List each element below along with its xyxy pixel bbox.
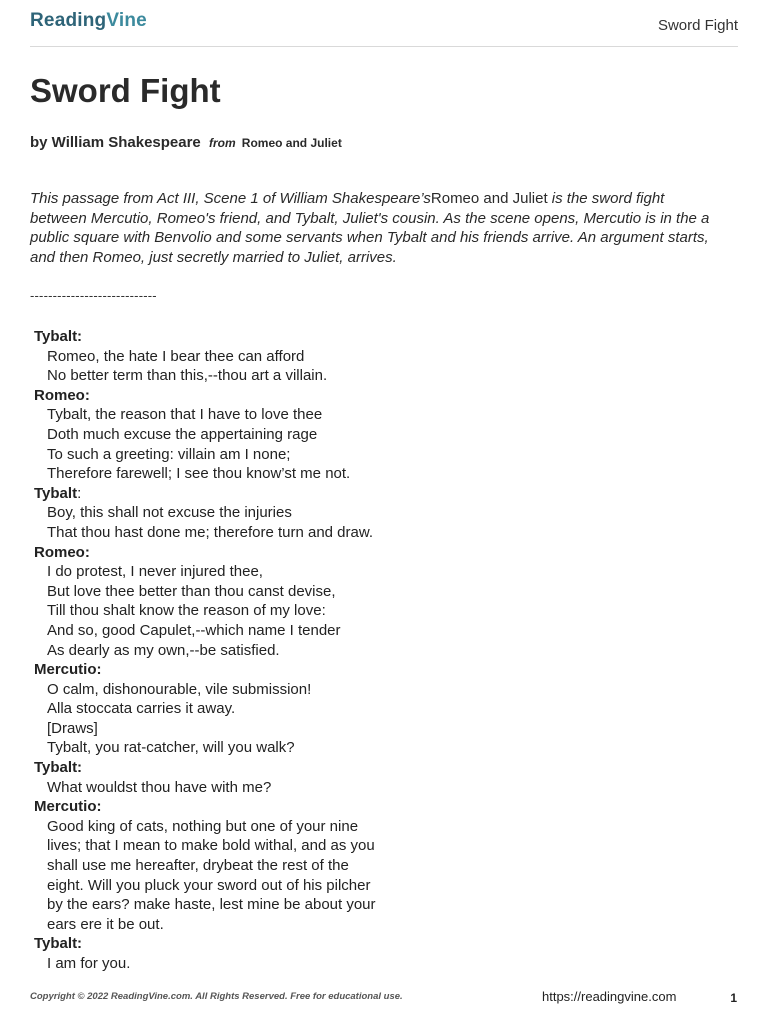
speaker-label: Tybalt: xyxy=(34,759,83,777)
dialogue-line: eight. Will you pluck your sword out of his pilcher xyxy=(47,876,371,894)
dialogue-line: [Draws] xyxy=(47,719,98,737)
intro-work-title: Romeo and Juliet xyxy=(430,190,548,207)
dialogue-line: Tybalt, you rat-catcher, will you walk? xyxy=(47,739,295,757)
speaker-name xyxy=(34,543,376,563)
intro-part-3: is the sword fight between Mercutio, Romeo's friend, and Tybalt, Juliet's cousin. As the scene opens, Mercutio is in the a public square with Benvolio and some servants when Tybalt and his friends arrive. An argument starts, and then Romeo, just secretly married to Juliet, arrives. xyxy=(30,190,710,266)
logo-text-reading: Reading xyxy=(30,10,107,31)
dialogue-line: lives; that I mean to make bold withal, and as you xyxy=(47,837,375,855)
page-number: 1 xyxy=(730,991,737,1005)
logo-text-vine: Vine xyxy=(106,10,147,31)
dialogue-line: I am for you. xyxy=(47,955,131,972)
byline xyxy=(30,134,342,151)
speaker-name xyxy=(34,660,376,680)
dialogue-line: by the ears? make haste, lest mine be about your xyxy=(47,896,376,914)
section-divider: ---------------------------- xyxy=(30,288,157,303)
speaker-name xyxy=(34,484,376,504)
dialogue-line: Tybalt, the reason that I have to love thee xyxy=(47,406,323,424)
speaker-label: Tybalt: xyxy=(34,328,83,345)
dialogue-line: As dearly as my own,--be satisfied. xyxy=(47,641,280,659)
footer-copyright: Copyright © 2022 ReadingVine.com. All Rights Reserved. Free for educational use. xyxy=(30,991,403,1002)
speaker-label: Mercutio: xyxy=(34,798,102,816)
speaker-label: Tybalt: xyxy=(34,935,83,953)
dialogue-line: Therefore farewell; I see thou know’st me not. xyxy=(47,465,351,483)
speaker-name xyxy=(34,934,376,954)
page-header xyxy=(30,0,738,47)
dialogue-line: Good king of cats, nothing but one of your nine xyxy=(47,817,359,835)
page-title: Sword Fight xyxy=(30,72,221,109)
speaker-name xyxy=(34,758,376,778)
speaker-label: Romeo: xyxy=(34,386,90,404)
intro-part-1: This passage from Act III, Scene 1 of William Shakespeare’s xyxy=(30,190,431,207)
author: by William Shakespeare xyxy=(30,134,201,151)
header-doc-title: Sword Fight xyxy=(657,17,738,34)
dialogue-line: But love thee better than thou canst devise, xyxy=(47,582,336,600)
dialogue-line: Doth much excuse the appertaining rage xyxy=(47,425,318,443)
speaker-label: Tybalt xyxy=(34,484,78,502)
speaker-label: Romeo: xyxy=(34,543,90,561)
dialogue-line: Romeo, the hate I bear thee can afford xyxy=(47,347,305,365)
source-work: Romeo and Juliet xyxy=(241,136,342,150)
dialogue-line: O calm, dishonourable, vile submission! xyxy=(47,680,312,698)
dialogue-line: I do protest, I never injured thee, xyxy=(47,563,263,581)
dialogue-line: That thou hast done me; therefore turn and draw. xyxy=(47,523,374,541)
byline-from: from xyxy=(208,136,236,150)
dialogue-line: ears ere it be out. xyxy=(47,915,164,933)
play-script xyxy=(34,327,376,974)
dialogue-line: To such a greeting: villain am I none; xyxy=(47,445,291,463)
speaker-name xyxy=(34,327,376,347)
dialogue-line: Till thou shalt know the reason of my love: xyxy=(47,602,326,620)
dialogue-line: Boy, this shall not excuse the injuries xyxy=(47,504,292,522)
dialogue-line: Alla stoccata carries it away. xyxy=(47,700,236,718)
speaker-colon: : xyxy=(77,484,82,502)
dialogue-line: shall use me hereafter, drybeat the rest of the xyxy=(47,857,349,875)
dialogue-line: And so, good Capulet,--which name I tender xyxy=(47,621,341,639)
speaker-name xyxy=(34,386,376,406)
speaker-name xyxy=(34,797,376,817)
dialogue-line: What wouldst thou have with me? xyxy=(47,778,272,796)
speaker-label: Mercutio: xyxy=(34,661,102,679)
dialogue-line: No better term than this,--thou art a villain. xyxy=(47,367,328,385)
footer-url-link[interactable]: https://readingvine.com xyxy=(542,989,677,1004)
readingvine-logo[interactable] xyxy=(30,10,147,32)
intro-paragraph xyxy=(30,189,720,267)
